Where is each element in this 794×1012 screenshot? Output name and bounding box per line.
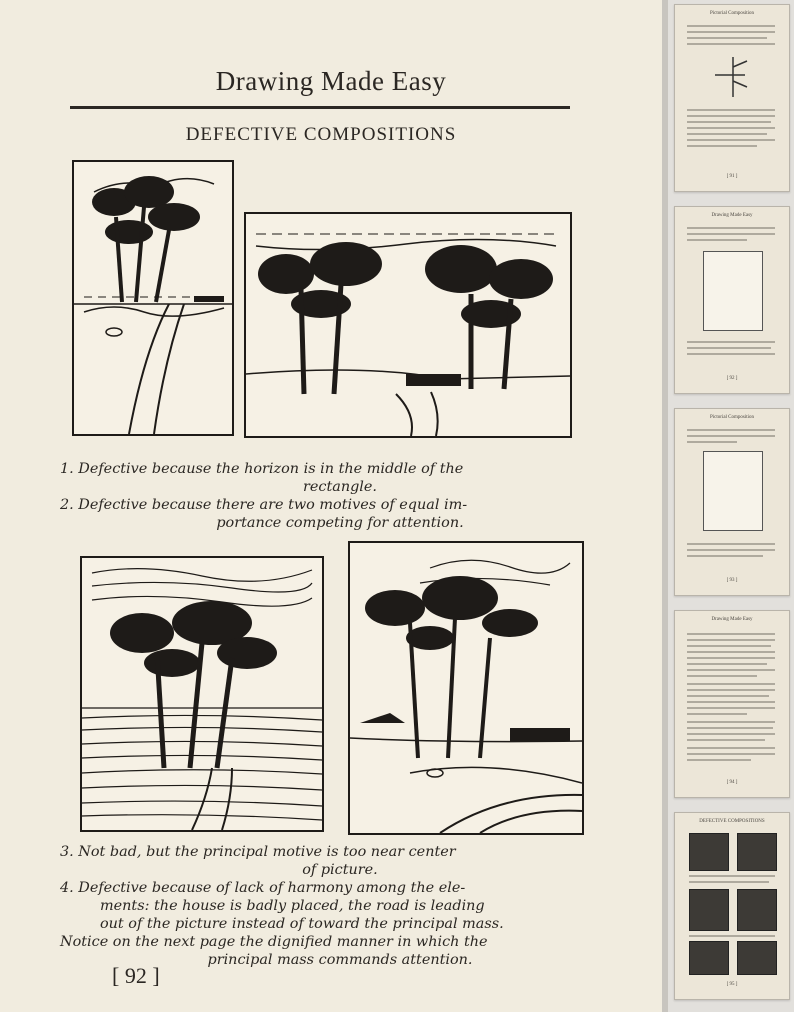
captions-bottom bbox=[60, 843, 620, 969]
caption-4-line-a: 4. Defective because of lack of harmony among the ele- bbox=[60, 880, 466, 896]
page-number: [ 92 ] bbox=[112, 963, 160, 988]
running-title: Drawing Made Easy bbox=[215, 66, 447, 96]
thumbnail-photo bbox=[737, 889, 777, 931]
thumbnail-photo bbox=[737, 941, 777, 975]
captions-top bbox=[60, 460, 620, 532]
thumbnail-title: Drawing Made Easy bbox=[711, 213, 753, 218]
figure-2-illustration bbox=[244, 212, 572, 438]
thumbnail-title: Pictorial Composition bbox=[709, 415, 755, 420]
thumbnail-panel[interactable] bbox=[668, 0, 794, 1012]
thumbnail-page-95[interactable] bbox=[674, 812, 790, 1000]
caption-3-line-a: 3. Not bad, but the principal motive is too near center bbox=[60, 844, 456, 860]
caption-4-line-b: ments: the house is badly placed, the road is leading bbox=[100, 898, 485, 914]
figure-4-illustration bbox=[348, 541, 584, 835]
thumbnail-page-94[interactable] bbox=[674, 610, 790, 798]
caption-3-line-b: of picture. bbox=[302, 862, 378, 878]
thumbnail-page-number: [ 95 ] bbox=[726, 982, 738, 987]
caption-2-line-b: portance competing for attention. bbox=[216, 515, 464, 531]
thumbnail-page-number: [ 93 ] bbox=[726, 578, 738, 583]
thumbnail-page-93[interactable] bbox=[674, 408, 790, 596]
caption-5-line-a: Notice on the next page the dignified manner in which the bbox=[60, 934, 488, 950]
thumbnail-page-number: [ 91 ] bbox=[726, 174, 738, 179]
section-title: DEFECTIVE COMPOSITIONS bbox=[185, 124, 457, 145]
caption-2-line-a: 2. Defective because there are two motives of equal im- bbox=[60, 497, 468, 513]
header-rule bbox=[70, 106, 570, 109]
thumbnail-photo bbox=[689, 941, 729, 975]
thumbnail-title: DEFECTIVE COMPOSITIONS bbox=[699, 819, 765, 824]
figure-3-illustration bbox=[80, 556, 324, 832]
figure-1-illustration bbox=[72, 160, 234, 436]
thumbnail-page-91[interactable] bbox=[674, 4, 790, 192]
thumbnail-page-number: [ 92 ] bbox=[726, 376, 738, 381]
thumbnail-title: Pictorial Composition bbox=[709, 11, 755, 16]
thumbnail-page-number: [ 94 ] bbox=[726, 780, 738, 785]
caption-5-line-b: principal mass commands attention. bbox=[207, 952, 473, 968]
thumbnail-photo bbox=[737, 833, 777, 871]
thumbnail-photo bbox=[689, 889, 729, 931]
thumbnail-diagram bbox=[715, 57, 755, 97]
thumbnail-figure bbox=[703, 251, 763, 331]
thumbnail-page-92[interactable] bbox=[674, 206, 790, 394]
thumbnail-photo bbox=[689, 833, 729, 871]
caption-1-line-a: 1. Defective because the horizon is in the middle of the bbox=[60, 461, 464, 477]
thumbnail-title: Drawing Made Easy bbox=[711, 617, 753, 622]
thumbnail-figure bbox=[703, 451, 763, 531]
caption-4-line-c: out of the picture instead of toward the principal mass. bbox=[100, 916, 504, 932]
caption-1-line-b: rectangle. bbox=[303, 479, 377, 495]
